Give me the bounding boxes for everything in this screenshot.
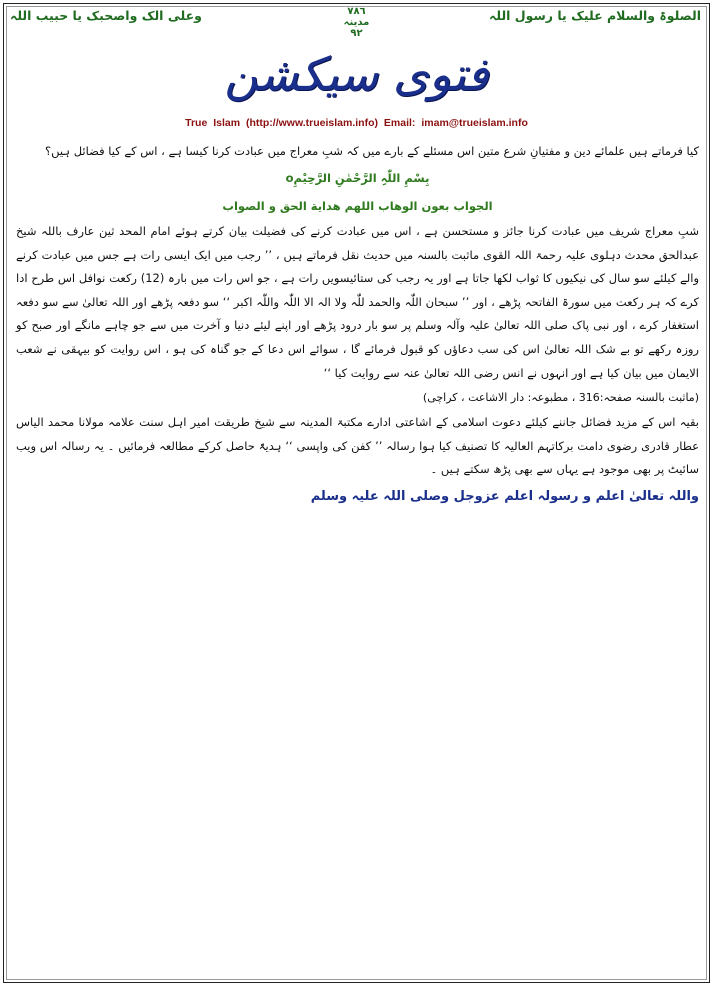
further-reading-paragraph: بقیہ اس کے مزید فضائل جاننے کیلئے دعوت اسلامی کے اشاعتی ادارے مکتبۃ المدینہ سے شیخ طریقت امیر اہل سنت علامہ مولانا محمد الیاس عطار قادری رضوی دامت برکاتہم العالیہ کا تصنیف کیا ہوا رسالہ ’’ کفن کی واپسی ‘‘ ہدیۃً حاصل کرکے مطالعہ فرمائیں ۔ یہ رسالہ اس ویب سائیٹ پر بھی موجود ہے یہاں سے بھی پڑھ سکتے ہیں ۔: [16, 415, 699, 477]
header-center-numbers: [304, 6, 409, 39]
header-center-line: ۷۸٦: [347, 6, 366, 17]
question-text: کیا فرماتے ہیں علمائے دین و مفتیانِ شرع متین اس مسئلے کے بارے میں کہ شبِ معراج میں عبادت کرنا کیسا ہے ، اس کے کیا فضائل ہیں؟: [44, 144, 699, 158]
header-salutation-left: وعلی الک واصحبک یا حبیب اللہ: [10, 8, 202, 23]
bismillah: بِسْمِ اللّٰہِ الرَّحْمٰنِ الرَّحِیْمِo: [285, 171, 430, 185]
closing-line: [16, 482, 699, 512]
header-center-line: مدینہ: [343, 17, 370, 28]
site-contact-line: True Islam (http://www.trueislam.info) Email: imam@trueislam.info: [185, 117, 528, 129]
page-title: فتوی سیکشن: [224, 47, 489, 101]
header-salutation-right: الصلوۃ والسلام علیک یا رسول اللہ: [489, 8, 701, 23]
answer-paragraph: شبِ معراج شریف میں عبادت کرنا جائز و مستحسن ہے ، اس میں عبادت کرنے کی فضیلت بیان کرتے ہوئے امام المحد ثین عارف باللہ شیخ عبدالحق محدث دہلوی علیہ رحمۃ اللہ القوی ماثبت بالسنہ میں حدیث نقل فرماتے ہیں ، ’’ رجب میں ایک ایسی رات ہے جس میں عبادت کرنے والے کیلئے سو سال کی نیکیوں کا ثواب لکھا جاتا ہے اور یہ رجب کی ستائیسویں رات ہے ، جو اس رات میں بارہ (12) رکعت نوافل اس طرح ادا کرے کہ ہر رکعت میں سورۃ الفاتحہ پڑھے ، اور ’’ سبحان اللّٰہ والحمد للّٰہ ولا الہ الا اللّٰہ واللّٰہ اکبر ‘‘ سو دفعہ پڑھے اور اللہ تعالیٰ سے سو دفعہ استغفار کرے ، اور نبی پاک صلی اللہ تعالیٰ علیہ وآلہ وسلم پر سو بار درود پڑھے اور اپنے لیئے دنیا و آخرت میں سے جو چاہے مانگے اور صبح کو روزہ رکھے تو بے شک اللہ تعالیٰ اس کی سب دعاؤں کو قبول فرمائے گا ، سوائے اس دعا کے جو گناہ کی ہو ، اس روایت کو بیہقی نے شعب الایمان میں بیان کیا ہے اور انہوں نے انس رضی اللہ تعالیٰ عنہ سے روایت کیا ‘‘: [16, 224, 700, 380]
page-frame: [3, 3, 710, 983]
answer-heading: الجواب بعون الوهاب اللهم هداية الحق و الصواب: [222, 199, 493, 213]
closing-text: واللہ تعالیٰ اعلم و رسولہ اعلم عزوجل وصلی اللہ علیہ وسلم: [310, 488, 699, 504]
header-center-line: ۹۲: [350, 28, 363, 39]
reference-citation: (ماثبت بالسنہ صفحہ:316 ، مطبوعہ: دار الاشاعت ، کراچی): [422, 391, 699, 405]
fatwa-content: [16, 138, 699, 512]
